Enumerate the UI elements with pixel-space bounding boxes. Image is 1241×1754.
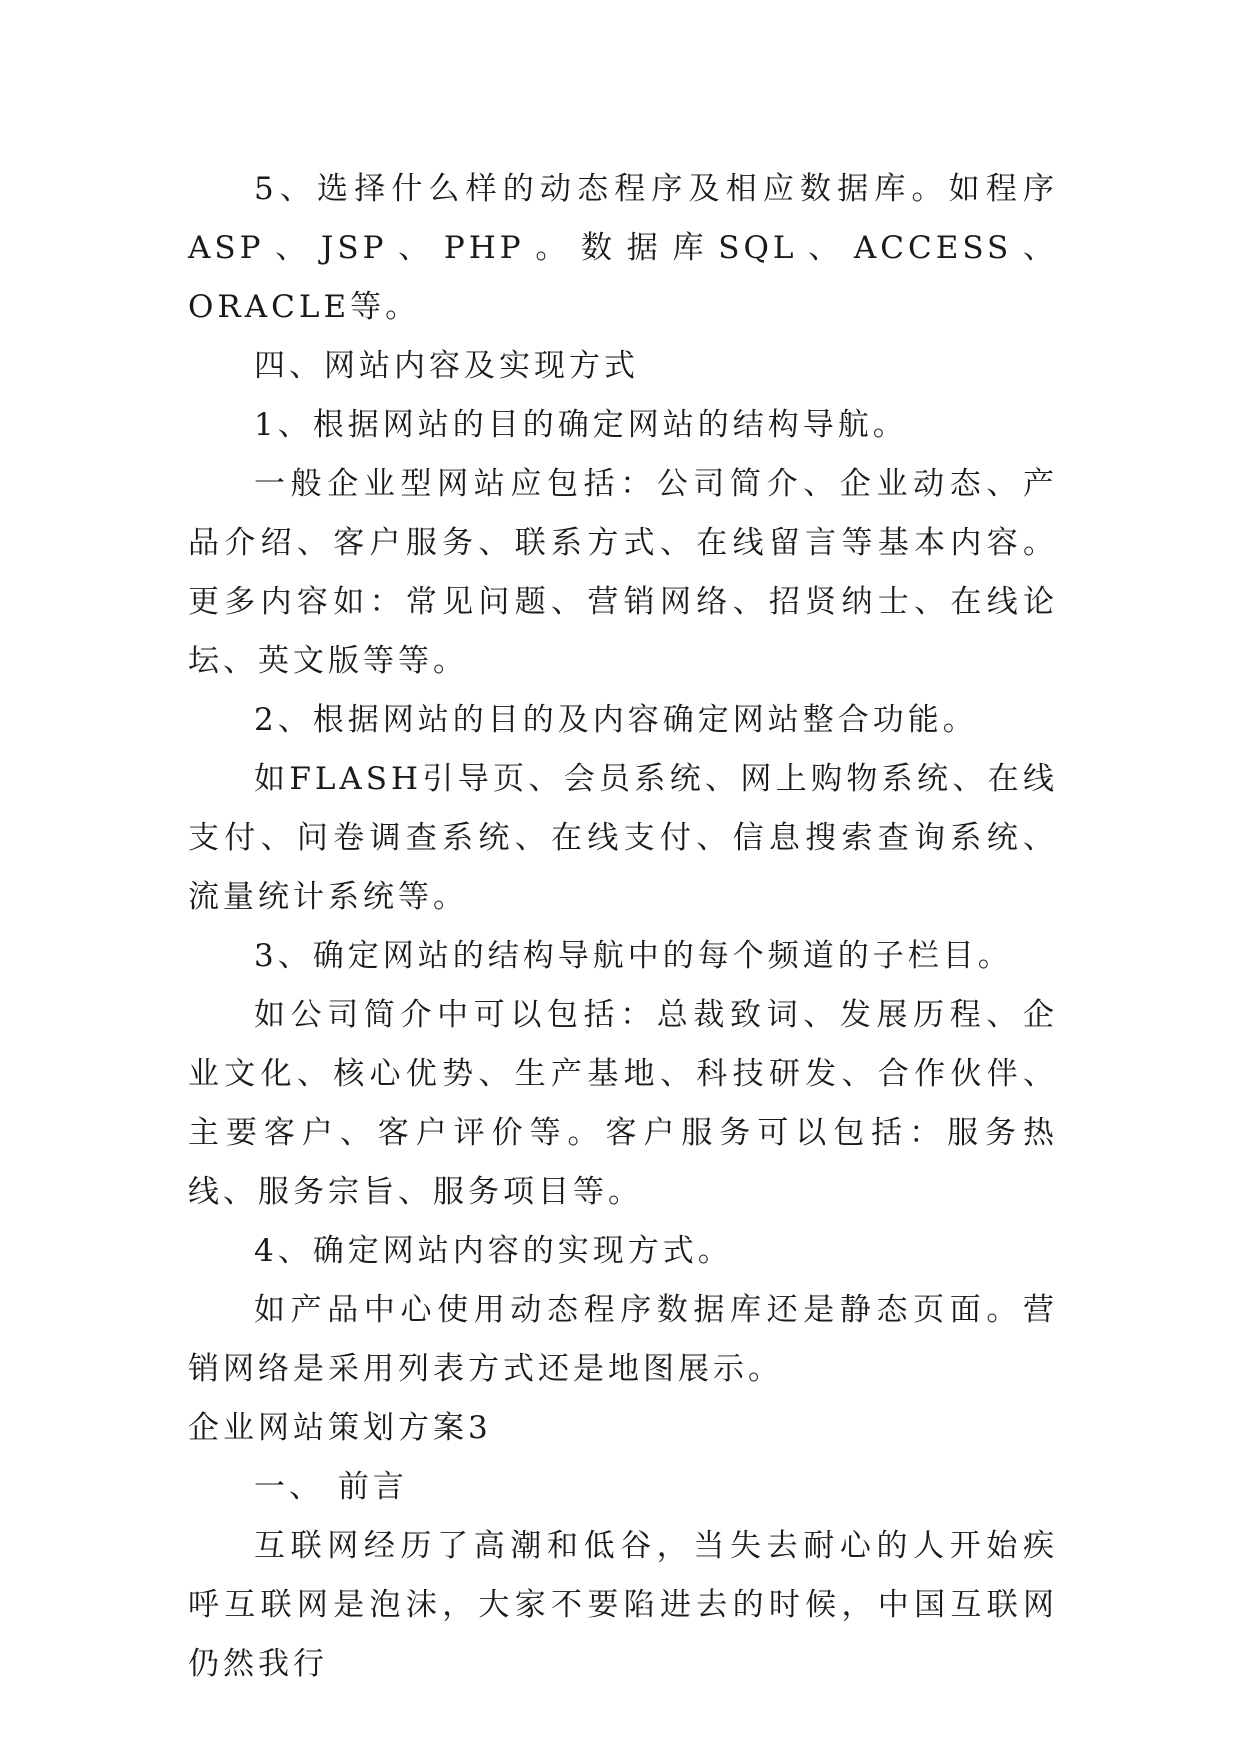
paragraph-item-1: 1、根据网站的目的确定网站的结构导航。 xyxy=(254,407,908,443)
paragraph-preface: 互联网经历了高潮和低谷，当失去耐心的人开始疾呼互联网是泡沫，大家不要陷进去的时候，中国互联网仍然我行 xyxy=(188,1528,1058,1682)
paragraph-item-3: 3、确定网站的结构导航中的每个频道的子栏目。 xyxy=(254,938,1013,974)
paragraph-item-4: 4、确定网站内容的实现方式。 xyxy=(254,1233,733,1269)
section-heading-preface: 一、 前言 xyxy=(254,1469,408,1505)
paragraph-item-4-detail: 如产品中心使用动态程序数据库还是静态页面。营销网络是采用列表方式还是地图展示。 xyxy=(188,1292,1058,1387)
paragraph-item-3-detail: 如公司简介中可以包括：总裁致词、发展历程、企业文化、核心优势、生产基地、科技研发、合作伙伴、主要客户、客户评价等。客户服务可以包括：服务热线、服务宗旨、服务项目等。 xyxy=(188,997,1058,1210)
paragraph-program-database: 5、选择什么样的动态程序及相应数据库。如程序ASP、JSP、PHP。数据库SQL、ACCESS、ORACLE等。 xyxy=(188,171,1058,325)
paragraph-item-2: 2、根据网站的目的及内容确定网站整合功能。 xyxy=(254,702,978,738)
paragraph-item-2-detail: 如FLASH引导页、会员系统、网上购物系统、在线支付、问卷调查系统、在线支付、信息搜索查询系统、流量统计系统等。 xyxy=(188,761,1058,915)
document-body xyxy=(188,160,1058,1694)
document-title: 企业网站策划方案3 xyxy=(188,1410,492,1446)
paragraph-item-1-detail: 一般企业型网站应包括：公司简介、企业动态、产品介绍、客户服务、联系方式、在线留言等基本内容。更多内容如：常见问题、营销网络、招贤纳士、在线论坛、英文版等等。 xyxy=(188,466,1058,679)
section-heading-content: 四、网站内容及实现方式 xyxy=(254,348,639,384)
